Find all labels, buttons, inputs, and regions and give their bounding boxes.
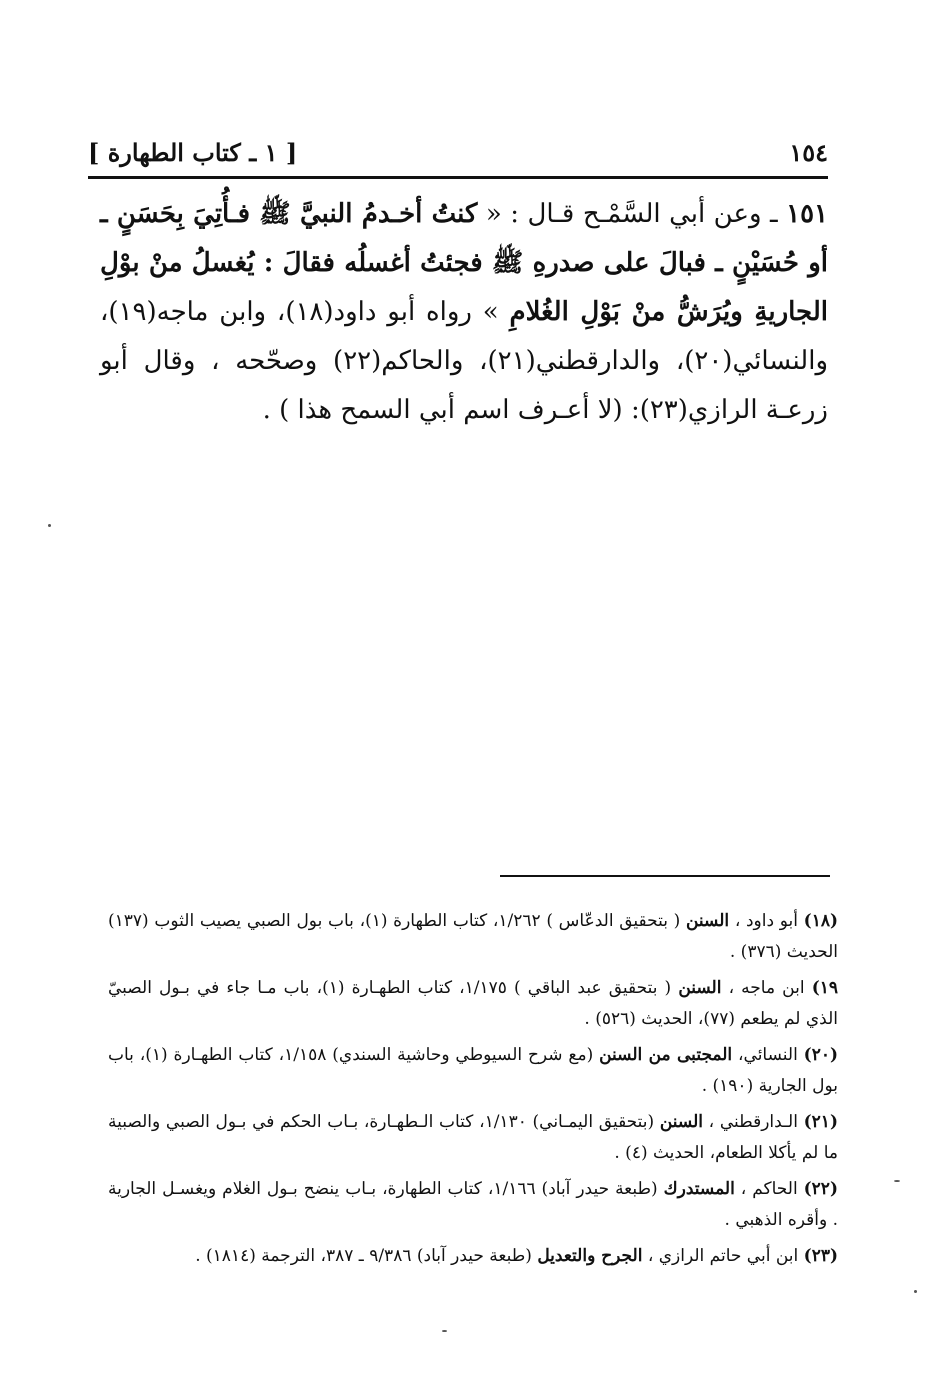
footnote-book: المجتبى من السنن [599,1045,733,1065]
footnote-19 [108,973,838,1035]
scan-speck [894,1180,900,1182]
footnote-reference: ( بتحقيق عبد الباقي ) ١/١٧٥، كتاب الطهـارة (١)، باب مـا جاء في بـول الصبيّ الذي لم يطعم (٧٧)، الحديث (٥٢٦) . [108,978,838,1029]
footnote-reference: (مع شرح السيوطي وحاشية السندي) ١/١٥٨، كتاب الطهـارة (١)، باب بول الجارية (١٩٠) . [108,1045,838,1096]
footnote-author: الـدارقطني ، [708,1112,798,1132]
footnote-author: الحاكم ، [740,1179,798,1199]
page-header [88,132,828,172]
footnote-author: النسائي، [738,1045,798,1065]
footnote-number: ١٩) [811,978,838,998]
footnote-reference: ( بتحقيق الدعّاس ) ١/٢٦٢، كتاب الطهارة (١)، باب بول الصبي يصيب الثوب (١٣٧) الحديث (٣٧٦) . [108,911,838,962]
scan-speck [914,1290,917,1293]
hadith-intro: ـ وعن أبي السَّمْـح قـال : « [485,199,778,229]
footnote-author: أبو داود ، [734,911,798,931]
footnote-separator [500,875,830,877]
running-title: [ ١ ـ كتاب الطهارة ] [88,137,298,167]
page-number: ١٥٤ [789,137,828,167]
footnote-book: السنن [678,978,722,998]
footnote-author: ابن أبي حاتم الرازي ، [647,1246,799,1266]
hadith-number: ١٥١ [786,199,829,229]
footnote-book: السنن [685,911,730,931]
footnote-reference: (بتحقيق اليمـاني) ١/١٣٠، كتاب الـطهـارة، بـاب الحكم في بـول الصبي والصبية ما لم يأكلا الطعام، الحديث (٤) . [108,1112,838,1163]
hadith-paragraph [100,190,828,435]
footnote-book: السنن [659,1112,703,1132]
footnote-number: (٢١) [803,1112,838,1132]
hadith-takhrij: » رواه أبو داود(١٨)، وابن ماجه(١٩)، والنسائي(٢٠)، والدارقطني(٢١)، والحاكم(٢٢) وصحّحه ، وقال أبو زرعـة الرازي(٢٣): (لا أعـرف اسم أبي السمح هذا ) . [100,297,829,425]
footnote-book: الجرح والتعديل [537,1246,643,1266]
footnote-reference: (طبعة حيدر آباد) ١/١٦٦، كتاب الطهارة، بـاب ينضح بـول الغلام ويغسـل الجارية . وأقره الذهبي . [108,1179,838,1230]
header-rule [88,176,828,179]
footnote-number: (٢٢) [803,1179,838,1199]
footnote-22 [108,1174,838,1236]
footnote-20 [108,1040,838,1102]
footnotes [108,906,838,1277]
footnote-23 [108,1241,838,1272]
footnote-number: (٢٣) [803,1246,838,1266]
footnote-reference: (طبعة حيدر آباد) ٩/٣٨٦ ـ ٣٨٧، الترجمة (١٨١٤) . [195,1246,532,1266]
footnote-number: (٢٠) [803,1045,839,1065]
footnote-18 [108,906,838,968]
hadith-quote: كنتُ أخـدمُ النبيَّ ﷺ فـأُتِيَ بِحَسَنٍ ـ أو حُسَيْنٍ ـ فبالَ على صدرهِ ﷺ فجئتُ أغسلُه فقالَ : يُغسلُ منْ بوْلِ الجاريةِ ويُرَشُّ منْ بَوْلِ الغُلامِ [100,199,828,327]
footnote-book: المستدرك [663,1179,735,1199]
footnote-number: (١٨) [803,911,839,931]
scan-speck [48,524,51,527]
scan-speck [442,1330,447,1332]
footnote-author: ابن ماجه ، [728,978,805,998]
footnote-21 [108,1107,838,1169]
